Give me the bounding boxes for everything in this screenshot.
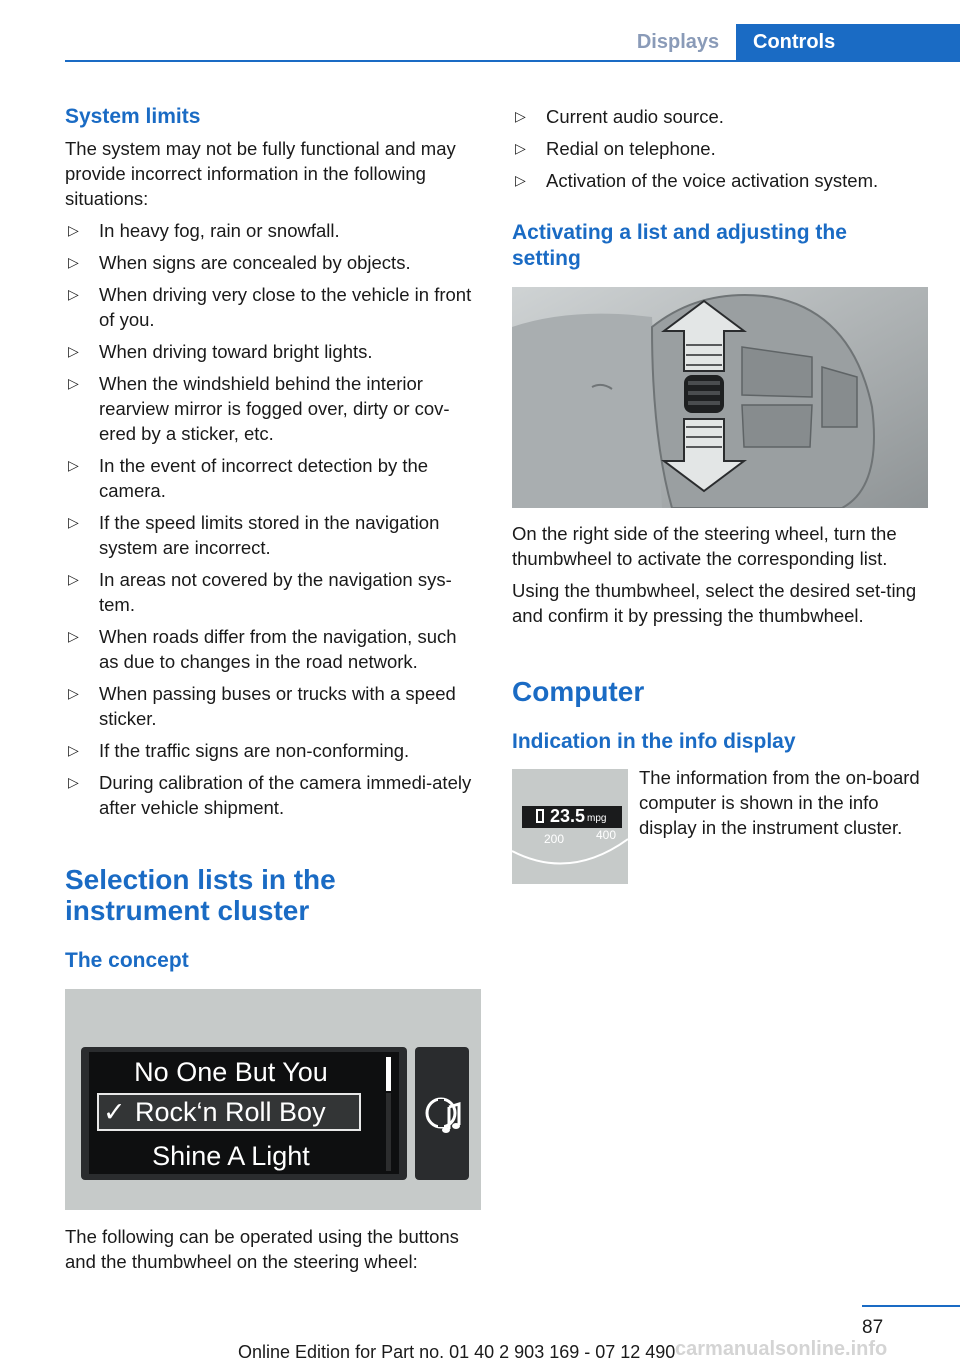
list-item [65,371,481,446]
triangle-bullet-icon: ▷ [68,628,79,644]
list-item [65,453,481,503]
operable-list [512,104,930,193]
tab-displays[interactable]: Displays [636,31,720,53]
system-limits-heading: System limits [65,105,201,128]
watermark: carmanualsonline.info [675,1338,888,1360]
triangle-bullet-icon: ▷ [68,286,79,302]
steering-wheel-thumbwheel-image [512,287,928,508]
list-item-text: In the event of incorrect detection by the camera. [99,455,429,501]
list-item-text: In areas not covered by the navigation sys‐tem. [99,569,452,615]
footer-rule [862,1305,960,1307]
list-item-text: In heavy fog, rain or snowfall. [99,220,340,241]
activating-description-1: On the right side of the steering wheel, turn the thumbwheel to activate the corresponding list. [512,523,897,569]
scale-label: 200 [544,832,565,846]
list-item [512,168,930,193]
media-symbol-panel [415,1047,469,1180]
info-display-image [512,769,628,884]
triangle-bullet-icon: ▷ [68,457,79,473]
list-item [512,136,930,161]
list-item [65,282,481,332]
list-item-text: Activation of the voice activation system. [546,170,879,191]
list-entry-text: No One But You [134,1057,328,1087]
triangle-bullet-icon: ▷ [68,774,79,790]
triangle-bullet-icon: ▷ [68,685,79,701]
list-item-text: If the speed limits stored in the navigation system are incorrect. [99,512,440,558]
list-item-text: When driving toward bright lights. [99,341,373,362]
triangle-bullet-icon: ▷ [68,343,79,359]
list-item-text: When signs are concealed by objects. [99,252,411,273]
indication-block [512,765,930,885]
triangle-bullet-icon: ▷ [68,571,79,587]
list-scrollbar [386,1057,391,1091]
list-item [512,104,930,129]
triangle-bullet-icon: ▷ [68,742,79,758]
list-item [65,250,481,275]
concept-description: The following can be operated using the buttons and the thumbwheel on the steering wheel: [65,1226,459,1272]
indication-heading: Indication in the info display [512,730,796,753]
triangle-bullet-icon: ▷ [515,172,526,188]
triangle-bullet-icon: ▷ [68,514,79,530]
music-note-icon [415,1047,469,1180]
indication-description: The information from the on‐board computer is shown in the info display in the instrument cluster. [639,767,920,838]
list-item-text: Current audio source. [546,106,724,127]
list-item [65,510,481,560]
list-item [65,567,481,617]
list-item [65,738,481,763]
triangle-bullet-icon: ▷ [68,222,79,238]
list-item-text: When roads differ from the navigation, such as due to changes in the road network. [99,626,457,672]
list-item [65,681,481,731]
list-item-text: When the windshield behind the interior rearview mirror is fogged over, dirty or cov‐ered by a sticker, etc. [99,373,450,444]
instrument-cluster-list-image [65,989,481,1210]
activating-description-2: Using the thumbwheel, select the desired set‐ting and confirm it by pressing the thumbwheel. [512,580,917,626]
header-rule [65,60,960,62]
triangle-bullet-icon: ▷ [68,375,79,391]
system-limits-intro: The system may not be fully functional and may provide incorrect information in the following situations: [65,138,456,209]
list-scrollbar-track [386,1093,391,1171]
list-item-text: When driving very close to the vehicle in front of you. [99,284,472,330]
consumption-unit: mpg [587,813,607,824]
consumption-value: 23.5 [550,806,586,826]
list-item-text: If the traffic signs are non-conforming. [99,740,410,761]
gauge-arc-icon [512,769,628,884]
page-number: 87 [862,1317,884,1338]
list-entry-text: Shine A Light [152,1141,310,1171]
left-column [65,104,481,1274]
concept-heading: The concept [65,949,189,972]
list-entry-text: Rock‘n Roll Boy [135,1097,326,1127]
selection-lists-heading: Selection lists in the instrument cluster [65,864,336,926]
computer-heading: Computer [512,676,645,707]
limits-list [65,218,481,820]
triangle-bullet-icon: ▷ [68,254,79,270]
list-item-text: When passing buses or trucks with a speed sticker. [99,683,456,729]
list-item [65,218,481,243]
list-item [65,770,481,820]
list-item [65,339,481,364]
steering-wheel-illustration [512,287,928,508]
scale-label: 400 [596,828,617,842]
triangle-bullet-icon: ▷ [515,108,526,124]
edition-text: Online Edition for Part no. 01 40 2 903 169 - 07 12 490 [238,1342,676,1362]
right-column [512,104,930,885]
activating-list-heading: Activating a list and adjusting the setting [512,221,847,270]
check-icon: ✓ [103,1097,126,1127]
list-item-text: Redial on telephone. [546,138,716,159]
list-item [65,624,481,674]
cluster-screen [81,1047,407,1180]
list-item-text: During calibration of the camera immedi‐ately after vehicle shipment. [99,772,472,818]
tab-controls[interactable]: Controls [736,24,960,61]
triangle-bullet-icon: ▷ [515,140,526,156]
